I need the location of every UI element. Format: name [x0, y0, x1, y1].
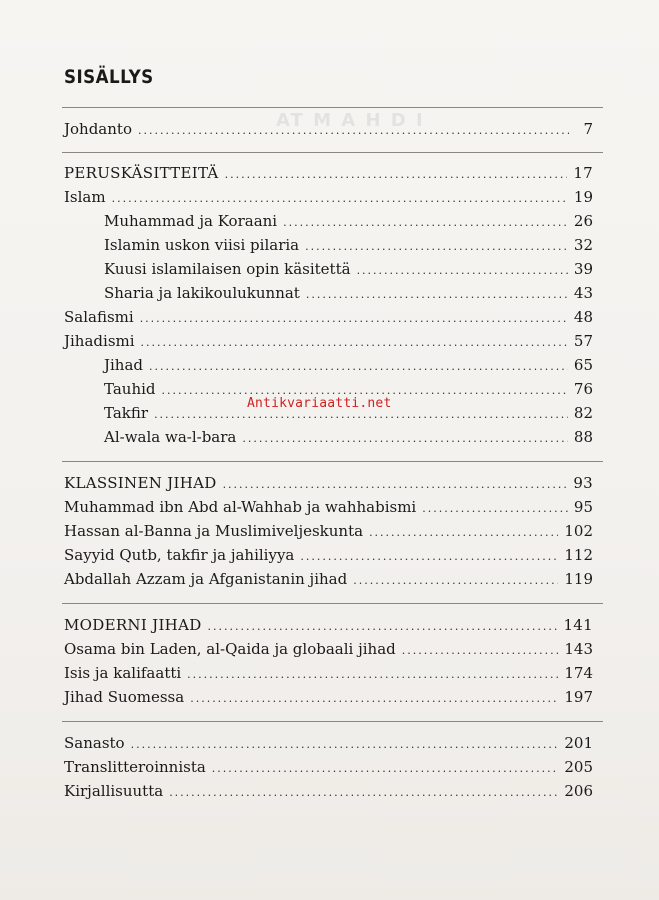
- toc-leader-dots: [190, 688, 558, 710]
- toc-label: Al-wala wa-l-bara: [104, 428, 237, 446]
- toc-page-number: 205: [564, 758, 593, 776]
- toc-subentry: [0, 258, 659, 280]
- toc-leader-dots: [300, 546, 558, 568]
- toc-leader-dots: [306, 284, 568, 306]
- toc-leader-dots: [140, 308, 568, 330]
- toc-page-number: 206: [564, 782, 593, 800]
- toc-label: Tauhid: [104, 380, 156, 398]
- toc-leader-dots: [208, 616, 558, 638]
- toc-leader-dots: [223, 474, 568, 496]
- toc-page-number: 43: [573, 284, 593, 302]
- toc-page-number: 7: [583, 120, 593, 138]
- toc-label: Jihad: [104, 356, 144, 374]
- toc-leader-dots: [357, 260, 568, 282]
- toc-page-number: 93: [573, 474, 593, 492]
- toc-entry: [0, 544, 659, 566]
- toc-leader-dots: [422, 498, 568, 520]
- toc-page-number: 95: [573, 498, 593, 516]
- toc-label: PERUSKÄSITTEITÄ: [64, 164, 219, 182]
- toc-leader-dots: [305, 236, 568, 258]
- toc-subentry: [0, 426, 659, 448]
- toc-page-number: 102: [564, 522, 593, 540]
- toc-label: Sanasto: [64, 734, 125, 752]
- toc-section-moderni-jihad: [0, 614, 659, 636]
- toc-label: Johdanto: [64, 120, 132, 138]
- toc-label: Kirjallisuutta: [64, 782, 164, 800]
- toc-entry-jihadismi: [0, 330, 659, 352]
- toc-leader-dots: [212, 758, 559, 780]
- toc-page-number: 57: [573, 332, 593, 350]
- toc-page-number: 174: [564, 664, 593, 682]
- toc-label: KLASSINEN JIHAD: [64, 474, 217, 492]
- toc-page-number: 197: [564, 688, 593, 706]
- toc-label: Muhammad ja Koraani: [104, 212, 278, 230]
- toc-entry: [0, 686, 659, 708]
- toc-label: Abdallah Azzam ja Afganistanin jihad: [64, 570, 348, 588]
- toc-label: Isis ja kalifaatti: [64, 664, 182, 682]
- toc-leader-dots: [283, 212, 568, 234]
- toc-leader-dots: [138, 120, 569, 142]
- toc-label: Kuusi islamilaisen opin käsitettä: [104, 260, 351, 278]
- toc-page-number: 48: [573, 308, 593, 326]
- toc-leader-dots: [187, 664, 558, 686]
- toc-entry-sanasto: [0, 732, 659, 754]
- toc-section-peruskasitteita: [0, 162, 659, 184]
- toc-page-number: 82: [573, 404, 593, 422]
- toc-label: Osama bin Laden, al-Qaida ja globaali jihad: [64, 640, 396, 658]
- toc-entry-islam: [0, 186, 659, 208]
- toc-entry: [0, 520, 659, 542]
- toc-label: MODERNI JIHAD: [64, 616, 202, 634]
- toc-page-number: 141: [563, 616, 593, 634]
- section-rule: [62, 152, 603, 153]
- page-title: SISÄLLYS: [64, 66, 154, 88]
- header-rule: [62, 107, 603, 108]
- section-rule: [62, 603, 603, 604]
- toc-label: Muhammad ibn Abd al-Wahhab ja wahhabismi: [64, 498, 417, 516]
- toc-page-number: 201: [564, 734, 593, 752]
- toc-page-number: 65: [573, 356, 593, 374]
- watermark-text: Antikvariaatti.net: [247, 396, 392, 411]
- toc-label: Sayyid Qutb, takfir ja jahiliyya: [64, 546, 295, 564]
- toc-page-number: 39: [573, 260, 593, 278]
- toc-page-number: 112: [564, 546, 593, 564]
- toc-label: Salafismi: [64, 308, 134, 326]
- toc-entry: [0, 496, 659, 518]
- toc-subentry: [0, 210, 659, 232]
- toc-leader-dots: [402, 640, 559, 662]
- toc-label: Sharia ja lakikoulukunnat: [104, 284, 300, 302]
- toc-page-number: 32: [573, 236, 593, 254]
- toc-entry-salafismi: [0, 306, 659, 328]
- toc-page-number: 88: [573, 428, 593, 446]
- toc-entry-kirjallisuutta: [0, 780, 659, 802]
- toc-label: Jihad Suomessa: [64, 688, 185, 706]
- toc-page-number: 26: [573, 212, 593, 230]
- toc-page-number: 76: [573, 380, 593, 398]
- toc-page-number: 119: [564, 570, 593, 588]
- toc-leader-dots: [369, 522, 558, 544]
- toc-label: Islam: [64, 188, 106, 206]
- toc-leader-dots: [149, 356, 568, 378]
- toc-leader-dots: [112, 188, 568, 210]
- toc-label: Hassan al-Banna ja Muslimiveljeskunta: [64, 522, 364, 540]
- toc-entry: [0, 568, 659, 590]
- toc-label: Takfir: [104, 404, 149, 422]
- toc-leader-dots: [225, 164, 568, 186]
- toc-section-klassinen-jihad: [0, 472, 659, 494]
- toc-entry-translitteroinnista: [0, 756, 659, 778]
- toc-entry: [0, 638, 659, 660]
- toc-label: Translitteroinnista: [64, 758, 206, 776]
- toc-page-number: 19: [573, 188, 593, 206]
- toc-leader-dots: [242, 428, 568, 450]
- toc-page-number: 17: [573, 164, 593, 182]
- toc-subentry: [0, 234, 659, 256]
- toc-subentry: [0, 282, 659, 304]
- bleed-through-text: AT M A H D I: [276, 110, 425, 131]
- toc-leader-dots: [141, 332, 568, 354]
- toc-leader-dots: [131, 734, 559, 756]
- toc-entry-johdanto: [0, 118, 659, 140]
- toc-leader-dots: [169, 782, 558, 804]
- section-rule: [62, 461, 603, 462]
- toc-label: Jihadismi: [64, 332, 135, 350]
- toc-page-number: 143: [564, 640, 593, 658]
- toc-subentry: [0, 354, 659, 376]
- toc-entry: [0, 662, 659, 684]
- toc-label: Islamin uskon viisi pilaria: [104, 236, 300, 254]
- toc-leader-dots: [353, 570, 558, 592]
- section-rule: [62, 721, 603, 722]
